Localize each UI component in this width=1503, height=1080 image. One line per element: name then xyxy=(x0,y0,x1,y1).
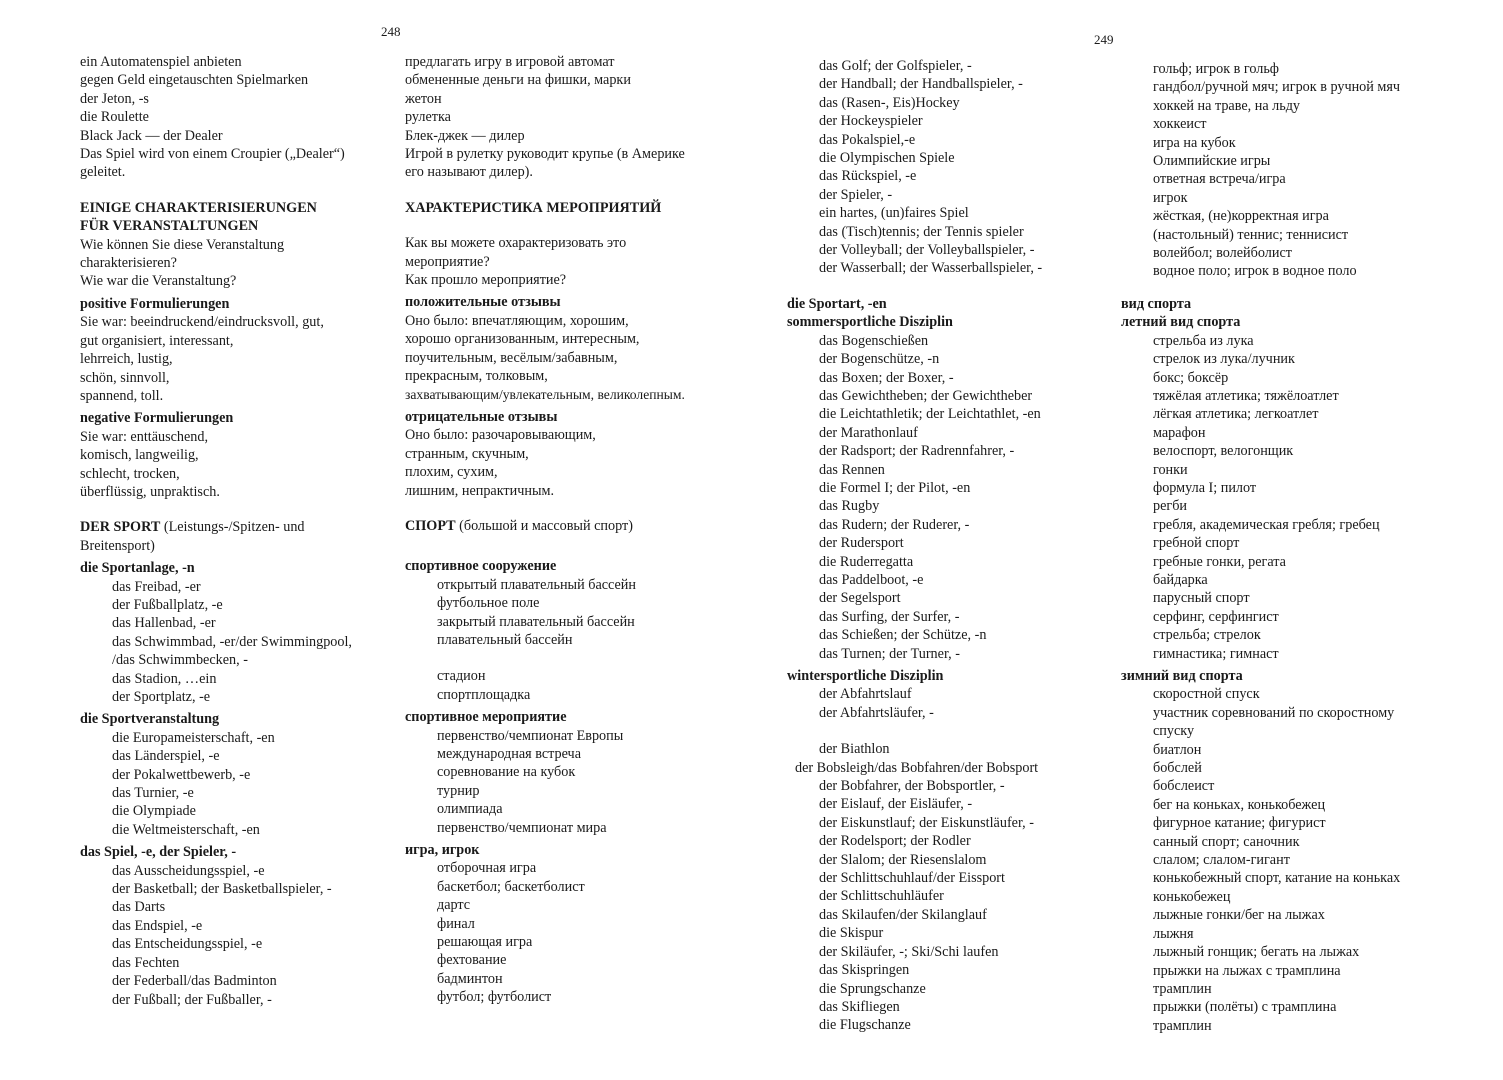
list-item: der Schlittschuhlauf/der Eissport xyxy=(819,870,1005,887)
list-item: der Eislauf, der Eisläufer, - xyxy=(819,796,973,813)
list-item: первенство/чемпионат мира xyxy=(437,819,607,836)
text-line: die Roulette xyxy=(80,109,149,126)
list-item: футбольное поле xyxy=(437,595,540,612)
list-item: das Rudern; der Ruderer, - xyxy=(819,516,970,533)
text-line: предлагать игру в игровой автомат xyxy=(405,54,615,70)
subheading-positive-ru: положительные отзывы xyxy=(405,294,561,311)
list-item: гребные гонки, регата xyxy=(1153,553,1286,570)
list-item: решающая игра xyxy=(437,934,533,951)
list-item: der Basketball; der Basketballspieler, - xyxy=(112,881,332,898)
list-item: der Pokalwettbewerb, -e xyxy=(112,766,251,783)
list-item: гребной спорт xyxy=(1153,535,1240,552)
list-item: игра на кубок xyxy=(1153,134,1236,151)
list-item: финал xyxy=(437,915,475,932)
list-item: das Ausscheidungsspiel, -e xyxy=(112,862,265,879)
list-item: стрелок из лука/лучник xyxy=(1153,351,1295,368)
list-item: das Turnier, -e xyxy=(112,785,194,802)
spiel-list-ru xyxy=(405,859,755,1006)
section-heading-characterizations xyxy=(80,199,400,236)
subheading-spiel: das Spiel, -e, der Spieler, - xyxy=(80,844,237,861)
list-item: der Abfahrtslauf xyxy=(819,686,912,703)
list-item: спортплощадка xyxy=(437,686,531,703)
list-item: der Bobsleigh/das Bobfahren/der Bobsport xyxy=(795,759,1039,776)
list-item: бобслеист xyxy=(1153,778,1215,795)
list-item: хоккей на траве, на льду xyxy=(1153,97,1301,114)
list-item: der Fußballplatz, -e xyxy=(112,596,223,613)
sportanlage-list xyxy=(80,578,400,707)
text-line: жетон xyxy=(405,90,442,107)
list-item: открытый плавательный бассейн xyxy=(437,576,636,593)
sportveranstaltung-list-ru xyxy=(405,727,755,837)
text-line: его называют дилер). xyxy=(405,164,533,181)
list-item: der Spieler, - xyxy=(819,186,893,203)
text-line: Sie war: beeindruckend/eindrucksvoll, gut, xyxy=(80,314,324,331)
text-line: плохим, сухим, xyxy=(405,464,498,481)
list-item: das Surfing, der Surfer, - xyxy=(819,608,960,625)
heading-sport-ru: СПОРТ xyxy=(405,517,456,534)
list-item: das (Tisch)tennis; der Tennis spieler xyxy=(819,223,1024,240)
subheading-spiel-ru: игра, игрок xyxy=(405,842,480,859)
heading-sport-note-cont: Breitensport) xyxy=(80,537,155,554)
text-line: Как вы можете охарактеризовать это xyxy=(405,235,627,252)
text-line: Игрой в рулетку руководит крупье (в Америке xyxy=(405,146,685,163)
subheading-sportart-ru: вид спорта xyxy=(1121,295,1192,312)
list-item: der Radsport; der Radrennfahrer, - xyxy=(819,443,1015,460)
game-terms-ru xyxy=(1121,60,1481,281)
sportveranstaltung-list xyxy=(80,729,400,839)
sommersport-list xyxy=(787,332,1117,663)
text-line: komisch, langweilig, xyxy=(80,447,199,464)
list-item: гребля, академическая гребля; гребец xyxy=(1153,516,1380,533)
section-heading-characteristics: ХАРАКТЕРИСТИКА МЕРОПРИЯТИЙ xyxy=(405,199,662,216)
positive-list xyxy=(80,313,400,405)
list-item: das (Rasen-, Eis)Hockey xyxy=(819,94,960,111)
list-item: das Rugby xyxy=(819,498,880,515)
list-item: das Stadion, …ein xyxy=(112,670,217,687)
list-item: das Golf; der Golfspieler, - xyxy=(819,58,972,74)
subheading-sportart: die Sportart, -en xyxy=(787,295,887,312)
list-item: die Sprungschanze xyxy=(819,980,926,997)
text-line: рулетка xyxy=(405,109,451,126)
list-item: der Rodelsport; der Rodler xyxy=(819,833,971,850)
list-item: der Handball; der Handballspieler, - xyxy=(819,76,1023,93)
text-line: странным, скучным, xyxy=(405,445,529,462)
text-line: Как прошло мероприятие? xyxy=(405,272,567,289)
text-line: ein Automatenspiel anbieten xyxy=(80,54,242,70)
list-item: конькобежный спорт, катание на коньках xyxy=(1153,870,1401,887)
list-item: die Flugschanze xyxy=(819,1017,911,1034)
list-item: трамплин xyxy=(1153,980,1212,997)
list-item: der Slalom; der Riesenslalom xyxy=(819,851,987,868)
text-line: lehrreich, lustig, xyxy=(80,351,173,368)
sportanlage-list-ru xyxy=(405,576,755,704)
list-item: (настольный) теннис; теннисист xyxy=(1153,226,1349,243)
subheading-wintersport-ru: зимний вид спорта xyxy=(1121,668,1243,684)
question-block xyxy=(80,236,400,291)
list-item: регби xyxy=(1153,498,1188,515)
list-item: бег на коньках, конькобежец xyxy=(1153,796,1326,813)
list-item: волейбол; волейболист xyxy=(1153,245,1292,262)
list-item: der Volleyball; der Volleyballspieler, - xyxy=(819,242,1035,259)
text-line: обмененные деньги на фишки, марки xyxy=(405,72,631,89)
list-item: баскетбол; баскетболист xyxy=(437,878,585,895)
list-item: /das Schwimmbecken, - xyxy=(112,652,248,669)
list-item: фигурное катание; фигурист xyxy=(1153,815,1326,832)
list-item: das Rennen xyxy=(819,461,885,478)
list-item: das Freibad, -er xyxy=(112,578,201,595)
list-item: байдарка xyxy=(1153,571,1208,588)
list-item: велоспорт, велогонщик xyxy=(1153,443,1294,460)
list-item: фехтование xyxy=(437,952,507,969)
subheading-positive: positive Formulierungen xyxy=(80,295,230,312)
list-item: das Länderspiel, -e xyxy=(112,748,220,765)
list-item: das Schießen; der Schütze, -n xyxy=(819,627,987,644)
negative-list xyxy=(80,428,400,502)
list-item: ответная встреча/игра xyxy=(1153,171,1286,188)
list-item: das Skifliegen xyxy=(819,998,900,1015)
list-item: лёгкая атлетика; легкоатлет xyxy=(1153,406,1319,423)
column-german-left xyxy=(80,53,400,1009)
heading-sport-note-ru: (большой и массовый спорт) xyxy=(455,517,633,534)
list-item: стрельба; стрелок xyxy=(1153,627,1261,644)
text-line: spannend, toll. xyxy=(80,387,164,404)
list-item: закрытый плавательный бассейн xyxy=(437,613,635,630)
subheading-sommersport: sommersportliche Disziplin xyxy=(787,314,953,331)
list-item: первенство/чемпионат Европы xyxy=(437,727,624,744)
list-item: Олимпийские игры xyxy=(1153,153,1271,170)
spiel-list xyxy=(80,862,400,1009)
list-item: олимпиада xyxy=(437,801,503,818)
list-item: биатлон xyxy=(1153,741,1202,758)
list-item: die Leichtathletik; der Leichtathlet, -en xyxy=(819,406,1041,423)
heading-sport-note: (Leistungs-/Spitzen- und xyxy=(160,519,305,536)
list-item: das Paddelboot, -e xyxy=(819,571,924,588)
list-item: лыжный гонщик; бегать на лыжах xyxy=(1153,944,1360,961)
list-item: плавательный бассейн xyxy=(437,631,573,648)
list-item: отборочная игра xyxy=(437,860,537,877)
list-item: формула I; пилот xyxy=(1153,479,1257,496)
text-line: charakterisieren? xyxy=(80,255,177,272)
list-item: гонки xyxy=(1153,461,1188,478)
list-item: der Sportplatz, -e xyxy=(112,689,211,705)
list-item: der Hockeyspieler xyxy=(819,113,923,130)
list-item: der Fußball; der Fußballer, - xyxy=(112,991,272,1008)
text-line: Оно было: разочаровывающим, xyxy=(405,427,596,444)
list-item: die Olympischen Spiele xyxy=(819,150,955,167)
list-item: турнир xyxy=(437,782,480,799)
list-item: die Skispur xyxy=(819,925,884,942)
text-line: Блек-джек — дилер xyxy=(405,127,525,144)
list-item: der Bogenschütze, -n xyxy=(819,351,940,368)
text-line: лишним, непрактичным. xyxy=(405,482,555,499)
list-item: die Ruderregatta xyxy=(819,553,914,570)
list-item: der Wasserball; der Wasserballspieler, - xyxy=(819,260,1043,277)
list-item: der Eiskunstlauf; der Eiskunstläufer, - xyxy=(819,814,1034,831)
text-line: хорошо организованным, интересным, xyxy=(405,331,640,348)
list-item: der Bobfahrer, der Bobsportler, - xyxy=(819,778,1005,795)
subheading-sportanlage-ru: спортивное сооружение xyxy=(405,558,557,575)
list-item: бокс; боксёр xyxy=(1153,369,1229,386)
list-item: прыжки (полёты) с трамплина xyxy=(1153,999,1337,1016)
section-heading-sport-ru xyxy=(405,517,755,535)
text-line: Оно было: впечатляющим, хорошим, xyxy=(405,312,629,329)
list-item: das Skilaufen/der Skilanglauf xyxy=(819,906,987,923)
wintersport-list xyxy=(787,685,1117,1034)
heading-sport: DER SPORT xyxy=(80,519,161,536)
section-heading-sport xyxy=(80,518,400,555)
subheading-sportveranstaltung-ru: спортивное мероприятие xyxy=(405,709,567,726)
list-item: der Abfahrtsläufer, - xyxy=(819,704,934,721)
page-number-left: 248 xyxy=(381,24,401,39)
list-item: санный спорт; саночник xyxy=(1153,833,1300,850)
subheading-sportanlage: die Sportanlage, -n xyxy=(80,560,195,577)
list-item: футбол; футболист xyxy=(437,989,552,1006)
subheading-wintersport: wintersportliche Disziplin xyxy=(787,668,944,684)
list-item: бадминтон xyxy=(437,970,503,987)
list-item: марафон xyxy=(1153,424,1206,441)
list-item: жёсткая, (не)корректная игра xyxy=(1153,208,1329,225)
list-item: стадион xyxy=(437,668,486,685)
list-item: прыжки на лыжах с трамплина xyxy=(1153,962,1341,979)
text-line: прекрасным, толковым, xyxy=(405,368,548,385)
list-item: die Weltmeisterschaft, -en xyxy=(112,821,260,838)
list-item: хоккеист xyxy=(1153,116,1207,133)
list-item: трамплин xyxy=(1153,1017,1212,1034)
list-item: der Segelsport xyxy=(819,590,901,607)
list-item: das Gewichtheben; der Gewichtheber xyxy=(819,387,1033,404)
text-line: gut organisiert, interessant, xyxy=(80,332,234,349)
list-item: спуску xyxy=(1153,723,1195,740)
heading-line: FÜR VERANSTALTUNGEN xyxy=(80,218,259,235)
subheading-negative-ru: отрицательные отзывы xyxy=(405,408,558,425)
text-line: schlecht, trocken, xyxy=(80,465,180,482)
list-item: гимнастика; гимнаст xyxy=(1153,645,1279,662)
list-item: бобслей xyxy=(1153,760,1202,777)
column-german-right xyxy=(787,57,1117,1035)
page-number-right: 249 xyxy=(1094,32,1114,47)
column-russian-left xyxy=(405,53,755,1007)
list-item: das Fechten xyxy=(112,954,180,971)
list-item: участник соревнований по скоростному xyxy=(1153,704,1395,721)
text-line: überflüssig, unpraktisch. xyxy=(80,483,220,500)
list-item: гандбол/ручной мяч; игрок в ручной мяч xyxy=(1153,79,1401,96)
list-item: das Skispringen xyxy=(819,962,910,979)
question-block-ru xyxy=(405,234,755,289)
list-item: der Biathlon xyxy=(819,741,890,758)
list-item: die Olympiade xyxy=(112,803,196,820)
list-item: die Europameisterschaft, -en xyxy=(112,729,275,746)
column-russian-right xyxy=(1121,60,1481,1035)
text-line: поучительным, весёлым/забавным, xyxy=(405,349,618,366)
text-line: Wie war die Veranstaltung? xyxy=(80,273,237,290)
text-line: Das Spiel wird von einem Croupier („Dealer“) xyxy=(80,146,345,163)
list-item: лыжня xyxy=(1153,925,1194,942)
subheading-negative: negative Formulierungen xyxy=(80,410,234,427)
heading-line: EINIGE CHARAKTERISIERUNGEN xyxy=(80,199,317,216)
wintersport-list-ru xyxy=(1121,685,1481,1035)
list-item: слалом; слалом-гигант xyxy=(1153,852,1290,869)
text-line: мероприятие? xyxy=(405,253,490,270)
subheading-sommersport-ru: летний вид спорта xyxy=(1121,314,1241,331)
sommersport-list-ru xyxy=(1121,332,1481,663)
list-item: das Rückspiel, -e xyxy=(819,168,917,185)
list-item: das Pokalspiel,-e xyxy=(819,131,916,148)
text-line: Sie war: enttäuschend, xyxy=(80,428,209,445)
list-item: das Endspiel, -e xyxy=(112,917,203,934)
list-item: международная встреча xyxy=(437,746,581,762)
list-item: ein hartes, (un)faires Spiel xyxy=(819,205,969,222)
text-line: gegen Geld eingetauschten Spielmarken xyxy=(80,72,309,89)
list-item: das Bogenschießen xyxy=(819,332,929,349)
list-item: der Schlittschuhläufer xyxy=(819,888,944,905)
list-item: das Entscheidungsspiel, -e xyxy=(112,936,263,953)
list-item: das Schwimmbad, -er/der Swimmingpool, xyxy=(112,633,352,650)
list-item: конькобежец xyxy=(1153,888,1231,905)
list-item: der Skiläufer, -; Ski/Schi laufen xyxy=(819,943,999,960)
list-item: соревнование на кубок xyxy=(437,764,576,781)
list-item: серфинг, серфингист xyxy=(1153,608,1279,625)
casino-terms xyxy=(80,53,400,182)
list-item: das Hallenbad, -er xyxy=(112,615,216,632)
negative-list-ru xyxy=(405,426,755,500)
list-item: дартс xyxy=(437,897,471,914)
list-item: парусный спорт xyxy=(1153,590,1250,607)
list-item: der Marathonlauf xyxy=(819,424,918,441)
game-terms xyxy=(787,57,1117,278)
text-line: Black Jack — der Dealer xyxy=(80,127,223,144)
list-item: стрельба из лука xyxy=(1153,332,1254,349)
list-item: водное поло; игрок в водное поло xyxy=(1153,263,1357,280)
subheading-sportveranstaltung: die Sportveranstaltung xyxy=(80,711,220,728)
list-item: der Rudersport xyxy=(819,535,904,552)
list-item: лыжные гонки/бег на лыжах xyxy=(1153,907,1325,924)
list-item: das Turnen; der Turner, - xyxy=(819,645,960,662)
list-item: der Federball/das Badminton xyxy=(112,973,277,990)
text-line: geleitet. xyxy=(80,164,126,181)
list-item: игрок xyxy=(1153,189,1188,206)
text-line: Wie können Sie diese Veranstaltung xyxy=(80,236,285,253)
list-item: das Boxen; der Boxer, - xyxy=(819,369,954,386)
list-item: das Darts xyxy=(112,899,166,916)
text-line: захватывающим/увлекательным, великолепным. xyxy=(405,386,685,402)
list-item: die Formel I; der Pilot, -en xyxy=(819,479,971,496)
casino-terms-ru xyxy=(405,53,755,182)
text-line: schön, sinnvoll, xyxy=(80,369,170,386)
text-line: der Jeton, -s xyxy=(80,90,149,107)
positive-list-ru xyxy=(405,312,755,404)
list-item: тяжёлая атлетика; тяжёлоатлет xyxy=(1153,387,1339,404)
list-item: гольф; игрок в гольф xyxy=(1153,61,1280,77)
list-item: скоростной спуск xyxy=(1153,686,1260,703)
